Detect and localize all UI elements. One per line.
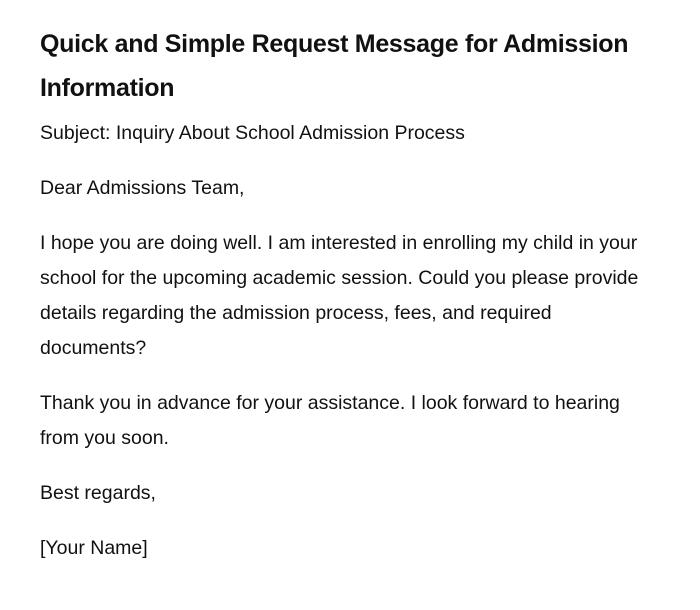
- thanks-paragraph: Thank you in advance for your assistance. I look forward to hearing from you soon.: [40, 392, 620, 449]
- signature: [Your Name]: [40, 537, 148, 559]
- subject-line: Subject: Inquiry About School Admission Process: [40, 122, 465, 144]
- body-paragraph: I hope you are doing well. I am interested in enrolling my child in your school for the upcoming academic session. Could you please provide details regarding the admission process, fees, and required documents?: [40, 232, 639, 359]
- closing: Best regards,: [40, 482, 156, 504]
- page-title: Quick and Simple Request Message for Admission Information: [40, 30, 629, 102]
- greeting: Dear Admissions Team,: [40, 177, 245, 199]
